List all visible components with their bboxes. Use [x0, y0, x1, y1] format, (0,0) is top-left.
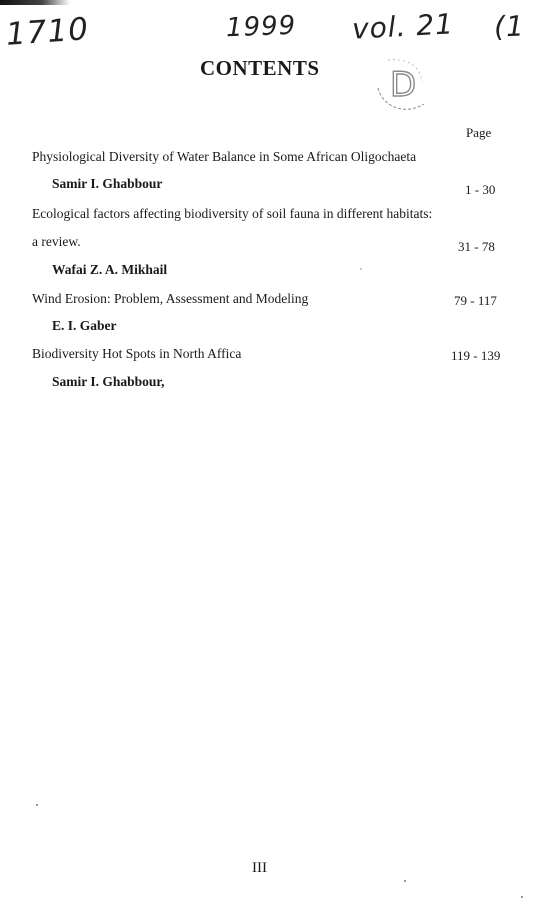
page-column-label: Page — [466, 125, 492, 140]
stamp-letter: D — [390, 65, 417, 105]
entry-pages: 119 - 139 — [451, 348, 501, 363]
page-folio: III — [252, 860, 267, 876]
page-title: CONTENTS — [200, 56, 320, 80]
entry-pages: 31 - 78 — [458, 239, 495, 254]
entry-title: Ecological factors affecting biodiversity of soil fauna in different habitats: — [32, 206, 433, 221]
entry-pages: 79 - 117 — [454, 293, 497, 308]
scan-speck — [36, 804, 38, 806]
entry-author: Samir I. Ghabbour, — [52, 374, 165, 389]
scan-speck — [404, 880, 406, 882]
scan-edge-mark — [0, 0, 70, 5]
entry-title-continued: a review. — [32, 234, 81, 249]
handwritten-year: 1999 — [225, 10, 297, 44]
handwritten-issue-number: (1 — [493, 9, 526, 44]
handwritten-catalog-id: 1710 — [4, 11, 91, 53]
entry-title: Wind Erosion: Problem, Assessment and Modeling — [32, 291, 309, 306]
library-stamp-icon — [374, 54, 428, 116]
entry-author: Samir I. Ghabbour — [52, 176, 163, 191]
entry-title: Biodiversity Hot Spots in North Affica — [32, 346, 242, 361]
entry-title: Physiological Diversity of Water Balance in Some African Oligochaeta — [32, 149, 417, 164]
scan-speck — [360, 268, 362, 270]
entry-author: Wafai Z. A. Mikhail — [52, 262, 168, 277]
scan-speck — [521, 896, 523, 898]
entry-author: E. I. Gaber — [52, 318, 117, 333]
handwritten-volume: vol. 21 — [351, 7, 455, 46]
entry-pages: 1 - 30 — [465, 182, 496, 197]
